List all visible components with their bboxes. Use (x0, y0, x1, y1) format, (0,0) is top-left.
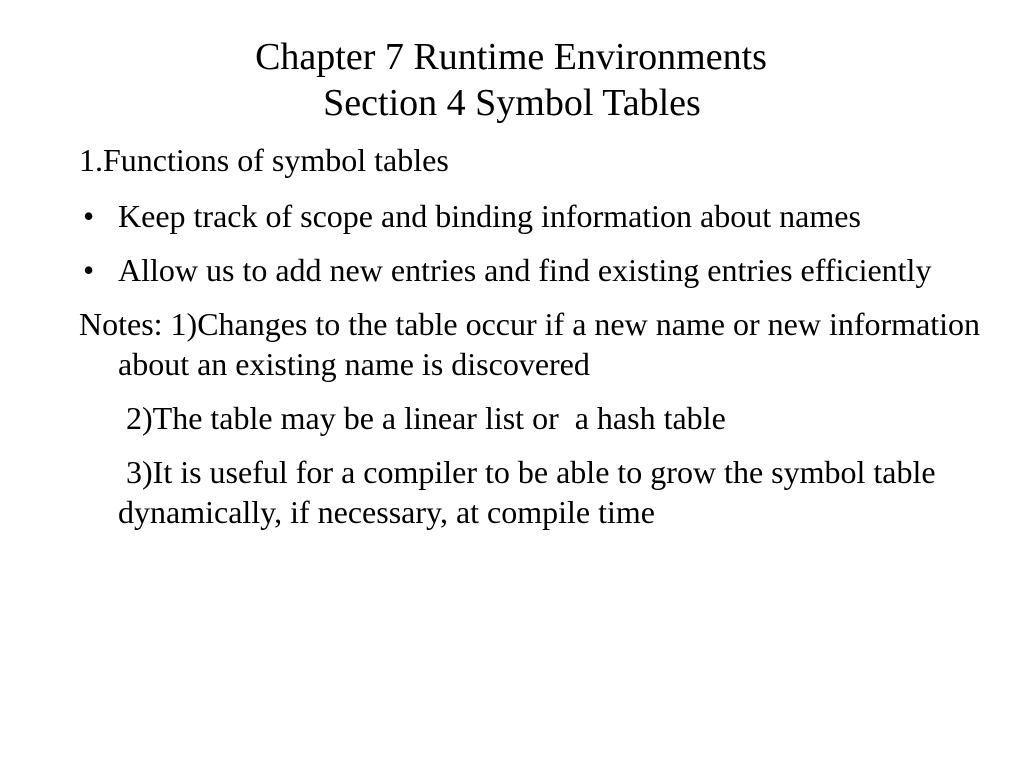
section-heading: 1.Functions of symbol tables (79, 142, 449, 178)
bullet-icon: • (83, 252, 95, 288)
bullet-item (79, 196, 999, 236)
title-section: Section 4 Symbol Tables (323, 82, 701, 124)
note-2: 2)The table may be a linear list or a hash table (118, 400, 726, 436)
note-1: Notes: 1)Changes to the table occur if a new name or new information about an existing name is discovered (79, 306, 981, 382)
note-3: 3)It is useful for a compiler to be able to grow the symbol table dynamically, if necessary, at compile time (118, 454, 944, 530)
slide-title (0, 34, 1024, 126)
bullet-text: Keep track of scope and binding information about names (118, 198, 861, 234)
bullet-item (79, 250, 999, 290)
bullet-text: Allow us to add new entries and find existing entries efficiently (118, 252, 932, 288)
slide-body (79, 140, 999, 546)
bullet-icon: • (83, 198, 95, 234)
title-chapter: Chapter 7 Runtime Environments (255, 36, 767, 78)
